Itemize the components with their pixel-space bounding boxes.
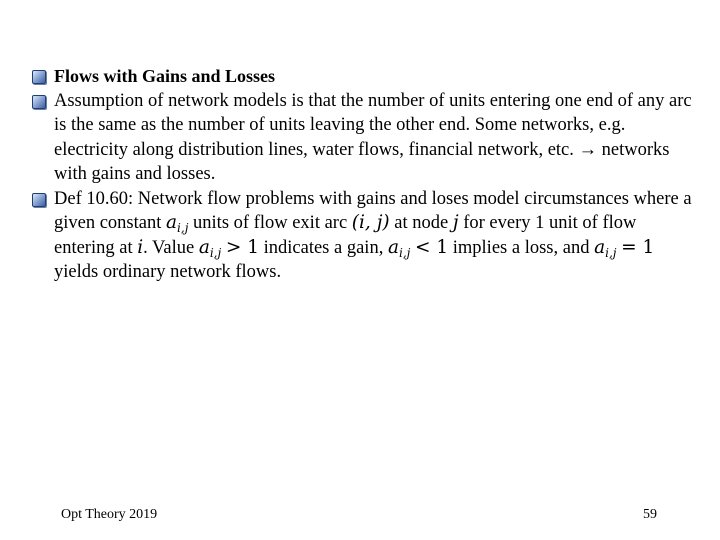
relation-gt: > 1 bbox=[225, 236, 259, 258]
gain-coefficient: $a_{i,j}$ bbox=[387, 236, 411, 260]
arc-symbol: (i, j) bbox=[351, 212, 390, 233]
definition-text bbox=[54, 187, 692, 285]
def-text-3: at node bbox=[394, 213, 449, 233]
gain-coefficient: $a_{i,j}$ bbox=[198, 236, 222, 260]
checkbox-bullet-icon bbox=[32, 193, 46, 207]
checkbox-bullet-icon bbox=[32, 70, 46, 84]
def-text-1: Def 10.60: Network flow problems with gains and loses model circumstances where a given constant bbox=[54, 188, 692, 233]
bullet-definition bbox=[32, 187, 692, 285]
relation-eq: = 1 bbox=[621, 236, 655, 258]
checkbox-bullet-icon bbox=[32, 95, 46, 109]
def-text-5: . Value bbox=[143, 237, 195, 258]
bullet-heading bbox=[32, 64, 692, 89]
page-number: 59 bbox=[643, 507, 657, 522]
def-text-2: units of flow exit arc bbox=[193, 213, 348, 233]
def-text-6: indicates a gain, bbox=[263, 237, 384, 258]
assumption-text: Assumption of network models is that the number of units entering one end of any arc is the same as the number of units leaving the other end. Some networks, e.g. electricity along distribution lines, water flows, financial network, etc. → networks with gains and losses. bbox=[54, 90, 692, 184]
def-text-8: yields ordinary network flows. bbox=[54, 262, 282, 282]
bullet-assumption bbox=[32, 89, 692, 187]
node-j-symbol: j bbox=[452, 212, 459, 233]
section-heading: Flows with Gains and Losses bbox=[54, 66, 276, 86]
gain-coefficient: $a_{i,j}$ bbox=[166, 212, 189, 235]
node-i-symbol: i bbox=[137, 236, 144, 258]
def-text-7: implies a loss, and bbox=[452, 237, 590, 258]
relation-lt: < 1 bbox=[414, 236, 449, 258]
footer-course-label: Opt Theory 2019 bbox=[61, 507, 158, 522]
gain-coefficient: $a_{i,j}$ bbox=[594, 236, 617, 260]
def-text-4: for every 1 unit of flow entering at bbox=[54, 213, 637, 258]
slide-content bbox=[32, 64, 692, 285]
